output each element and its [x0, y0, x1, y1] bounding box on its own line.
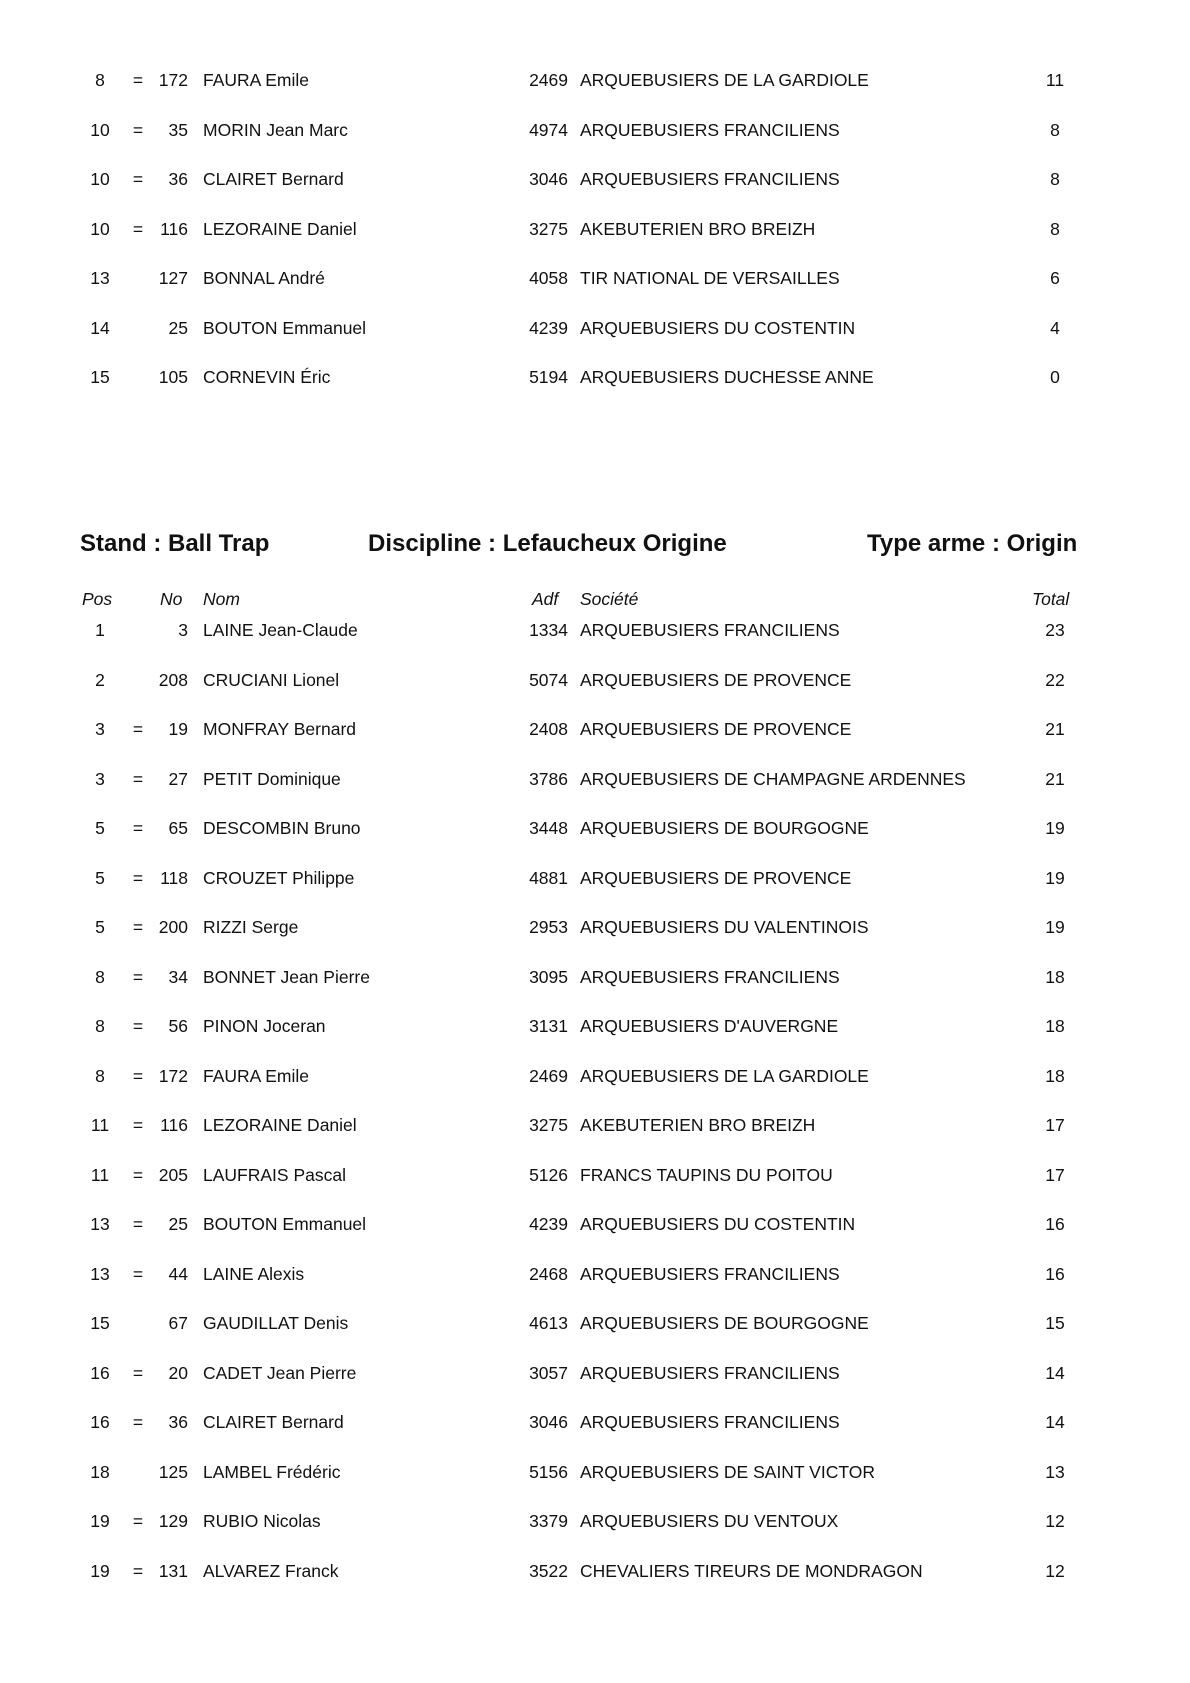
table-row: [0, 66, 1190, 94]
total-cell: 16: [1045, 1214, 1065, 1234]
table-row: [0, 1012, 1190, 1040]
club-cell: ARQUEBUSIERS DE BOURGOGNE: [580, 818, 869, 838]
total-cell: 23: [1045, 620, 1065, 640]
adf-cell: 2468: [529, 1263, 568, 1284]
position-cell: 5: [95, 818, 105, 838]
club-cell: FRANCS TAUPINS DU POITOU: [580, 1164, 833, 1185]
position-cell: 3: [95, 768, 105, 789]
name-cell: GAUDILLAT Denis: [203, 1313, 349, 1333]
total-cell: 4: [1050, 317, 1060, 338]
table-row: [0, 116, 1190, 144]
section-header: [0, 526, 1190, 562]
club-cell: ARQUEBUSIERS DU COSTENTIN: [580, 317, 856, 338]
name-cell: LAINE Alexis: [203, 1263, 305, 1284]
number-cell: 118: [160, 867, 188, 888]
adf-cell: 5126: [529, 1164, 568, 1185]
adf-cell: 4239: [529, 317, 568, 338]
number-cell: 172: [158, 70, 188, 90]
name-cell: CORNEVIN Éric: [203, 367, 331, 387]
number-cell: 35: [168, 119, 188, 140]
table-row: [0, 264, 1190, 292]
tie-marker-cell: =: [132, 1164, 144, 1185]
position-cell: 11: [90, 1115, 110, 1135]
number-cell: 129: [158, 1511, 188, 1531]
tie-marker-cell: =: [132, 70, 144, 90]
adf-cell: 3046: [529, 1412, 568, 1432]
tie-marker-cell: =: [132, 1362, 144, 1383]
position-cell: 13: [90, 268, 110, 288]
total-cell: 16: [1045, 1263, 1065, 1284]
column-headers: [0, 585, 1190, 613]
weapon-type-title: Type arme : Origin: [867, 530, 1078, 557]
position-cell: 14: [90, 317, 110, 338]
tie-marker-cell: =: [132, 1560, 144, 1581]
club-cell: ARQUEBUSIERS DU VENTOUX: [580, 1511, 839, 1531]
adf-cell: 3057: [529, 1362, 568, 1383]
club-cell: CHEVALIERS TIREURS DE MONDRAGON: [580, 1560, 923, 1581]
number-cell: 25: [168, 317, 188, 338]
number-cell: 131: [158, 1560, 188, 1581]
number-cell: 205: [158, 1164, 188, 1185]
position-cell: 10: [90, 119, 110, 140]
club-cell: ARQUEBUSIERS DE PROVENCE: [580, 669, 852, 690]
adf-cell: 4974: [529, 119, 568, 140]
total-cell: 21: [1045, 719, 1065, 739]
adf-cell: 4239: [529, 1214, 568, 1234]
number-cell: 208: [158, 669, 188, 690]
adf-cell: 3046: [529, 169, 568, 189]
position-cell: 10: [90, 218, 110, 239]
column-header-total: Total: [1032, 589, 1070, 609]
table-row: [0, 1210, 1190, 1238]
table-row: [0, 1161, 1190, 1189]
name-cell: PINON Joceran: [203, 1016, 326, 1036]
table-row: [0, 363, 1190, 391]
number-cell: 65: [168, 818, 188, 838]
number-cell: 27: [168, 768, 188, 789]
adf-cell: 3786: [529, 768, 568, 789]
tie-marker-cell: =: [132, 768, 144, 789]
discipline-title: Discipline : Lefaucheux Origine: [368, 530, 727, 557]
number-cell: 44: [168, 1263, 188, 1284]
total-cell: 19: [1045, 917, 1065, 937]
club-cell: AKEBUTERIEN BRO BREIZH: [580, 218, 816, 239]
name-cell: BOUTON Emmanuel: [203, 1214, 367, 1234]
position-cell: 10: [90, 169, 110, 189]
table-row: [0, 165, 1190, 193]
tie-marker-cell: =: [132, 1065, 144, 1086]
position-cell: 13: [90, 1263, 110, 1284]
tie-marker-cell: =: [132, 1214, 144, 1234]
name-cell: LAMBEL Frédéric: [203, 1461, 341, 1482]
club-cell: ARQUEBUSIERS FRANCILIENS: [580, 620, 840, 640]
total-cell: 14: [1045, 1412, 1065, 1432]
club-cell: ARQUEBUSIERS DE BOURGOGNE: [580, 1313, 869, 1333]
total-cell: 19: [1045, 867, 1065, 888]
position-cell: 8: [95, 1016, 105, 1036]
number-cell: 36: [168, 1412, 188, 1432]
total-cell: 8: [1050, 119, 1060, 140]
table-row: [0, 1111, 1190, 1139]
club-cell: ARQUEBUSIERS FRANCILIENS: [580, 1362, 840, 1383]
name-cell: LEZORAINE Daniel: [203, 218, 357, 239]
adf-cell: 2408: [529, 719, 568, 739]
adf-cell: 5074: [529, 669, 568, 690]
adf-cell: 4881: [529, 867, 568, 888]
club-cell: ARQUEBUSIERS DUCHESSE ANNE: [580, 367, 874, 387]
adf-cell: 4058: [529, 268, 568, 288]
adf-cell: 3131: [529, 1016, 568, 1036]
name-cell: PETIT Dominique: [203, 768, 341, 789]
name-cell: MORIN Jean Marc: [203, 119, 348, 140]
number-cell: 116: [160, 218, 188, 239]
adf-cell: 3275: [529, 218, 568, 239]
club-cell: AKEBUTERIEN BRO BREIZH: [580, 1115, 816, 1135]
name-cell: LAINE Jean-Claude: [203, 620, 358, 640]
total-cell: 18: [1045, 1065, 1065, 1086]
name-cell: CRUCIANI Lionel: [203, 669, 340, 690]
name-cell: RIZZI Serge: [203, 917, 299, 937]
position-cell: 15: [90, 367, 110, 387]
table-row: [0, 314, 1190, 342]
total-cell: 12: [1045, 1511, 1065, 1531]
name-cell: FAURA Emile: [203, 70, 309, 90]
total-cell: 17: [1045, 1115, 1065, 1135]
tie-marker-cell: =: [132, 1115, 144, 1135]
tie-marker-cell: =: [132, 818, 144, 838]
total-cell: 11: [1045, 70, 1065, 90]
position-cell: 18: [90, 1461, 110, 1482]
total-cell: 21: [1045, 768, 1065, 789]
club-cell: ARQUEBUSIERS FRANCILIENS: [580, 1412, 840, 1432]
tie-marker-cell: =: [132, 1263, 144, 1284]
total-cell: 8: [1050, 218, 1060, 239]
tie-marker-cell: =: [132, 119, 144, 140]
table-row: [0, 1458, 1190, 1486]
name-cell: CROUZET Philippe: [203, 867, 355, 888]
name-cell: RUBIO Nicolas: [203, 1511, 321, 1531]
adf-cell: 3095: [529, 966, 568, 987]
club-cell: TIR NATIONAL DE VERSAILLES: [580, 268, 840, 288]
position-cell: 5: [95, 917, 105, 937]
name-cell: BONNET Jean Pierre: [203, 966, 370, 987]
adf-cell: 5156: [529, 1461, 568, 1482]
name-cell: LEZORAINE Daniel: [203, 1115, 357, 1135]
adf-cell: 2469: [529, 1065, 568, 1086]
adf-cell: 3275: [529, 1115, 568, 1135]
table-row: [0, 864, 1190, 892]
adf-cell: 4613: [529, 1313, 568, 1333]
position-cell: 8: [95, 70, 105, 90]
number-cell: 127: [158, 268, 188, 288]
club-cell: ARQUEBUSIERS FRANCILIENS: [580, 169, 840, 189]
table-row: [0, 963, 1190, 991]
club-cell: ARQUEBUSIERS FRANCILIENS: [580, 119, 840, 140]
total-cell: 8: [1050, 169, 1060, 189]
club-cell: ARQUEBUSIERS DE LA GARDIOLE: [580, 70, 869, 90]
name-cell: ALVAREZ Franck: [203, 1560, 339, 1581]
position-cell: 8: [95, 1065, 105, 1086]
table-row: [0, 1260, 1190, 1288]
table-row: [0, 814, 1190, 842]
club-cell: ARQUEBUSIERS DE PROVENCE: [580, 867, 852, 888]
number-cell: 116: [160, 1115, 188, 1135]
tie-marker-cell: =: [132, 218, 144, 239]
name-cell: BONNAL André: [203, 268, 325, 288]
table-row: [0, 666, 1190, 694]
table-row: [0, 1309, 1190, 1337]
tie-marker-cell: =: [132, 917, 144, 937]
number-cell: 200: [158, 917, 188, 937]
total-cell: 14: [1045, 1362, 1065, 1383]
stand-title: Stand : Ball Trap: [80, 530, 270, 557]
table-row: [0, 215, 1190, 243]
position-cell: 5: [95, 867, 105, 888]
position-cell: 16: [90, 1362, 110, 1383]
position-cell: 3: [95, 719, 105, 739]
column-header-pos: Pos: [82, 589, 113, 609]
number-cell: 25: [168, 1214, 188, 1234]
table-row: [0, 1507, 1190, 1535]
club-cell: ARQUEBUSIERS DU VALENTINOIS: [580, 917, 869, 937]
name-cell: BOUTON Emmanuel: [203, 317, 367, 338]
club-cell: ARQUEBUSIERS DE PROVENCE: [580, 719, 852, 739]
table-row: [0, 913, 1190, 941]
club-cell: ARQUEBUSIERS FRANCILIENS: [580, 966, 840, 987]
number-cell: 56: [168, 1016, 188, 1036]
tie-marker-cell: =: [132, 1412, 144, 1432]
number-cell: 172: [158, 1065, 188, 1086]
table-row: [0, 1408, 1190, 1436]
tie-marker-cell: =: [132, 719, 144, 739]
number-cell: 125: [158, 1461, 188, 1482]
adf-cell: 3448: [529, 818, 568, 838]
name-cell: CADET Jean Pierre: [203, 1362, 357, 1383]
number-cell: 36: [168, 169, 188, 189]
table-row: [0, 715, 1190, 743]
total-cell: 22: [1045, 669, 1065, 690]
total-cell: 6: [1050, 268, 1060, 288]
total-cell: 19: [1045, 818, 1065, 838]
tie-marker-cell: =: [132, 867, 144, 888]
total-cell: 0: [1050, 367, 1060, 387]
column-header-nom: Nom: [203, 589, 240, 609]
position-cell: 1: [95, 620, 105, 640]
column-header-no: No: [160, 589, 183, 609]
name-cell: LAUFRAIS Pascal: [203, 1164, 346, 1185]
position-cell: 19: [90, 1560, 110, 1581]
total-cell: 12: [1045, 1560, 1065, 1581]
column-header-adf: Adf: [532, 589, 559, 609]
club-cell: ARQUEBUSIERS FRANCILIENS: [580, 1263, 840, 1284]
adf-cell: 2469: [529, 70, 568, 90]
total-cell: 17: [1045, 1164, 1065, 1185]
position-cell: 16: [90, 1412, 110, 1432]
total-cell: 18: [1045, 966, 1065, 987]
position-cell: 2: [95, 669, 105, 690]
position-cell: 13: [90, 1214, 110, 1234]
total-cell: 13: [1045, 1461, 1065, 1482]
club-cell: ARQUEBUSIERS DE SAINT VICTOR: [580, 1461, 875, 1482]
name-cell: CLAIRET Bernard: [203, 169, 344, 189]
adf-cell: 1334: [529, 620, 568, 640]
club-cell: ARQUEBUSIERS DE CHAMPAGNE ARDENNES: [580, 768, 966, 789]
number-cell: 67: [168, 1313, 188, 1333]
total-cell: 18: [1045, 1016, 1065, 1036]
number-cell: 20: [168, 1362, 188, 1383]
table-row: [0, 1062, 1190, 1090]
adf-cell: 3522: [529, 1560, 568, 1581]
table-row: [0, 1359, 1190, 1387]
name-cell: DESCOMBIN Bruno: [203, 818, 361, 838]
position-cell: 19: [90, 1511, 110, 1531]
number-cell: 105: [158, 367, 188, 387]
number-cell: 19: [168, 719, 188, 739]
position-cell: 11: [90, 1164, 110, 1185]
club-cell: ARQUEBUSIERS DE LA GARDIOLE: [580, 1065, 869, 1086]
name-cell: MONFRAY Bernard: [203, 719, 357, 739]
adf-cell: 3379: [529, 1511, 568, 1531]
adf-cell: 5194: [529, 367, 568, 387]
table-row: [0, 1557, 1190, 1585]
total-cell: 15: [1045, 1313, 1065, 1333]
tie-marker-cell: =: [132, 1511, 144, 1531]
tie-marker-cell: =: [132, 169, 144, 189]
number-cell: 34: [168, 966, 188, 987]
club-cell: ARQUEBUSIERS D'AUVERGNE: [580, 1016, 839, 1036]
number-cell: 3: [178, 620, 188, 640]
table-row: [0, 765, 1190, 793]
name-cell: FAURA Emile: [203, 1065, 309, 1086]
tie-marker-cell: =: [132, 1016, 144, 1036]
table-row: [0, 616, 1190, 644]
name-cell: CLAIRET Bernard: [203, 1412, 344, 1432]
tie-marker-cell: =: [132, 966, 144, 987]
column-header-societe: Société: [580, 589, 639, 609]
position-cell: 15: [90, 1313, 110, 1333]
position-cell: 8: [95, 966, 105, 987]
club-cell: ARQUEBUSIERS DU COSTENTIN: [580, 1214, 856, 1234]
adf-cell: 2953: [529, 917, 568, 937]
